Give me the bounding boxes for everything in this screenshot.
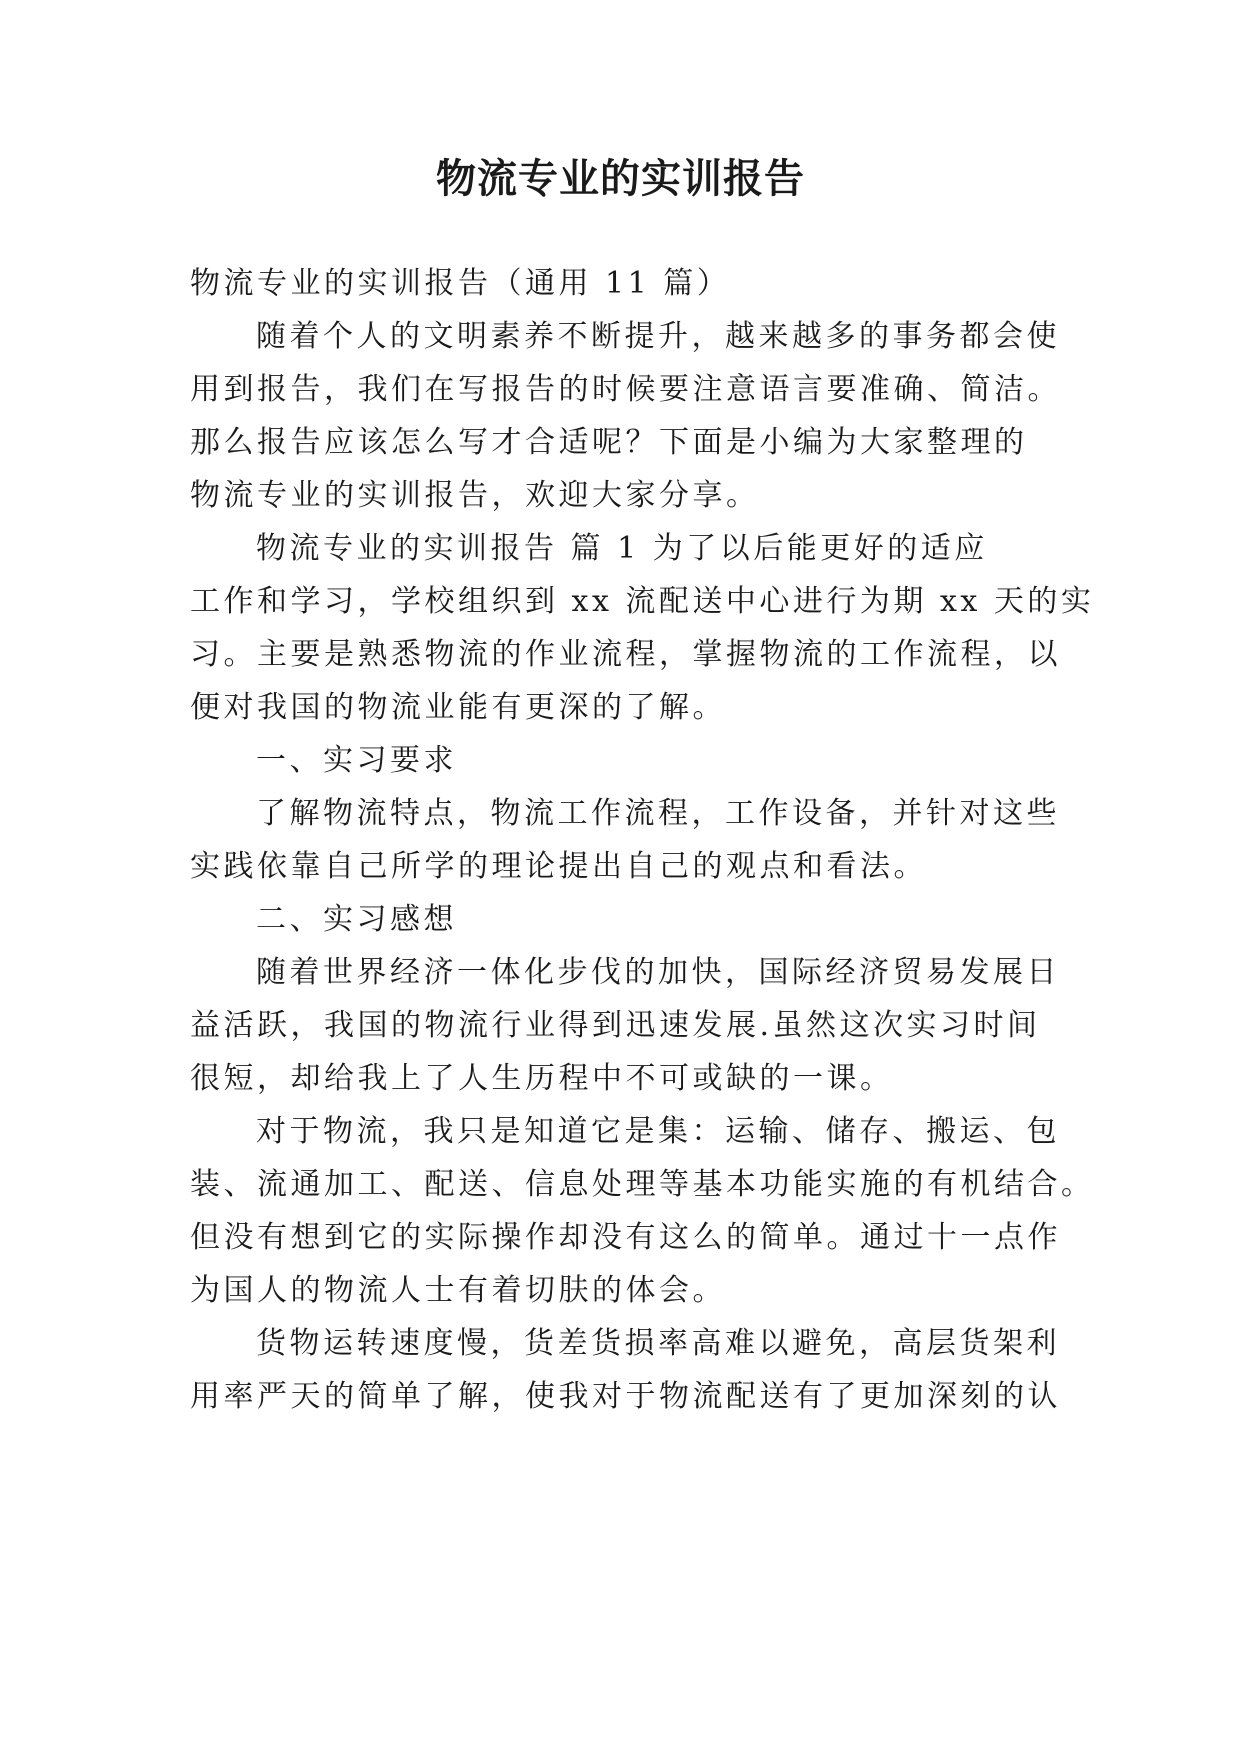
paragraph-line: 习。主要是熟悉物流的作业流程，掌握物流的工作流程，以: [190, 637, 1061, 672]
paragraph-line: 那么报告应该怎么写才合适呢？下面是小编为大家整理的: [190, 425, 1028, 460]
paragraph-line: 实践依靠自己所学的理论提出自己的观点和看法。: [190, 849, 927, 884]
document-title: 物流专业的实训报告: [436, 155, 805, 202]
paragraph-line: 了解物流特点，物流工作流程，工作设备，并针对这些: [256, 796, 1060, 831]
paragraph-line: 用到报告，我们在写报告的时候要注意语言要准确、简洁。: [190, 372, 1061, 407]
paragraph-line: 益活跃，我国的物流行业得到迅速发展.虽然这次实习时间: [190, 1008, 1041, 1043]
subtitle-line: 物流专业的实训报告（通用 11 篇）: [190, 266, 731, 301]
paragraph-line: 对于物流，我只是知道它是集：运输、储存、搬运、包: [256, 1114, 1060, 1149]
paragraph-line: 物流专业的实训报告，欢迎大家分享。: [190, 478, 760, 513]
paragraph-line: 用率严天的简单了解，使我对于物流配送有了更加深刻的认: [190, 1379, 1061, 1414]
paragraph-line: 很短，却给我上了人生历程中不可或缺的一课。: [190, 1061, 894, 1096]
paragraph-line: 为国人的物流人士有着切肤的体会。: [190, 1273, 726, 1308]
section-heading: 一、实习要求: [256, 743, 457, 778]
section-heading: 二、实习感想: [256, 902, 457, 937]
paragraph-line: 装、流通加工、配送、信息处理等基本功能实施的有机结合。: [190, 1167, 1095, 1202]
paragraph-line: 便对我国的物流业能有更深的了解。: [190, 690, 726, 725]
paragraph-line: 但没有想到它的实际操作却没有这么的简单。通过十一点作: [190, 1220, 1061, 1255]
paragraph-line: 随着个人的文明素养不断提升，越来越多的事务都会使: [256, 319, 1060, 354]
paragraph-line: 物流专业的实训报告 篇 1 为了以后能更好的适应: [256, 531, 988, 566]
paragraph-line: 工作和学习，学校组织到 xx 流配送中心进行为期 xx 天的实: [190, 584, 1095, 619]
paragraph-line: 货物运转速度慢，货差货损率高难以避免，高层货架利: [256, 1326, 1060, 1361]
paragraph-line: 随着世界经济一体化步伐的加快，国际经济贸易发展日: [256, 955, 1060, 990]
